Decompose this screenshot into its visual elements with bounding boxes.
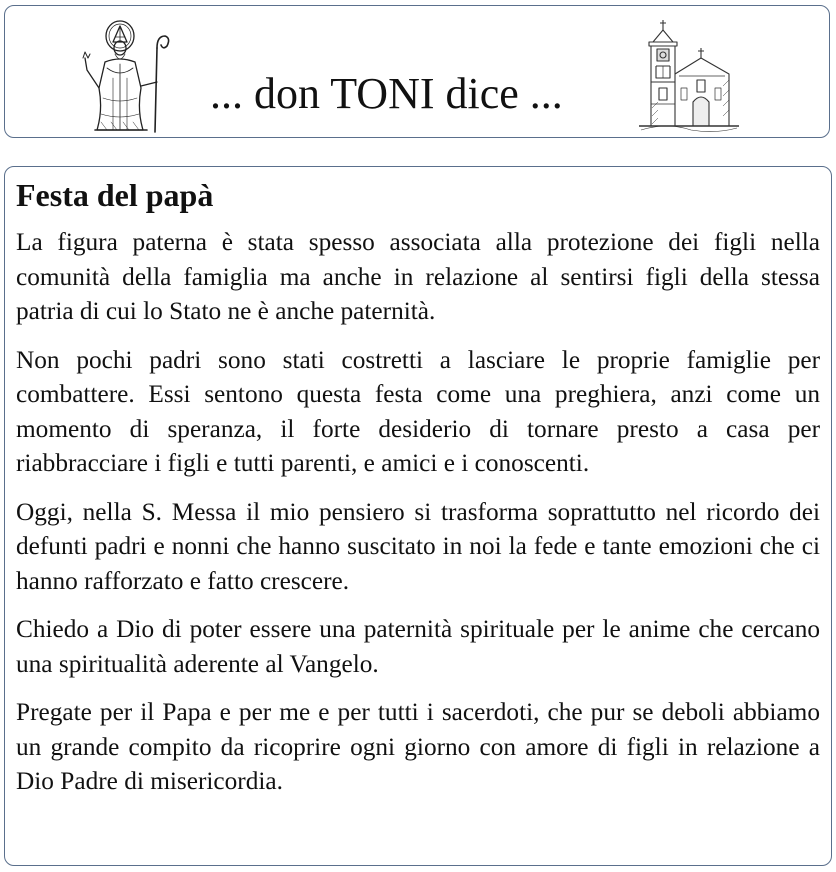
article-box [4, 166, 832, 866]
article-paragraph: Non pochi padri sono stati costretti a lasciare le proprie famiglie per combattere. Essi sentono questa festa come una preghiera, anzi come un momento di speranza, il forte desiderio di tornare presto a casa per riabbracciare i figli e tutti parenti, e amici e i conoscenti. [16, 345, 820, 477]
article-paragraph: La figura paterna è stata spesso associata alla protezione dei figli nella comunità della famiglia ma anche in relazione al sentirsi figli della stessa patria di cui lo Stato ne è anche paternità. [16, 228, 820, 325]
bishop-illustration [77, 18, 175, 136]
article-title: Festa del papà [16, 177, 214, 213]
header-title: ... don TONI dice ... [210, 69, 563, 118]
church-illustration [637, 16, 741, 134]
article-paragraph: Pregate per il Papa e per me e per tutti i sacerdoti, che pur se deboli abbiamo un grande compito da ricoprire ogni giorno con amore di figli in relazione a Dio Padre di misericordia. [16, 698, 820, 795]
article-paragraph: Oggi, nella S. Messa il mio pensiero si trasforma soprattutto nel ricordo dei defunti padri e nonni che hanno suscitato in noi la fede e tante emozioni che ci hanno rafforzato e fatto crescere. [16, 497, 820, 595]
header-banner [4, 5, 830, 138]
article-paragraph: Chiedo a Dio di poter essere una paternità spirituale per le anime che cercano una spiritualità aderente al Vangelo. [16, 615, 820, 678]
